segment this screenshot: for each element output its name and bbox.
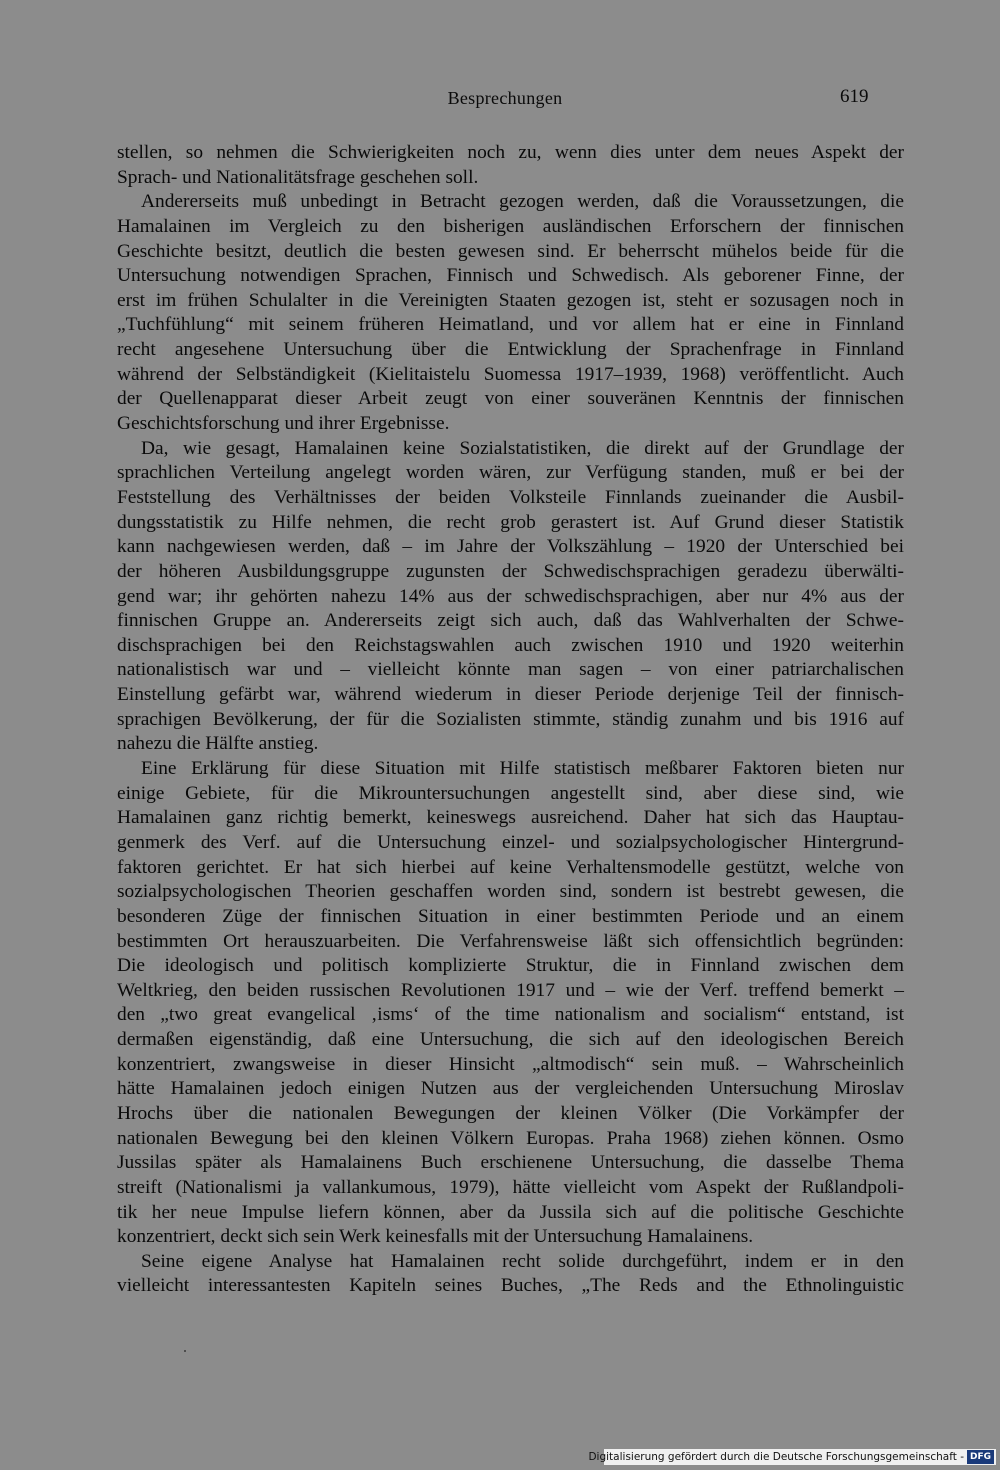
text-line: konzentriert, deckt sich sein Werk keinesfalls mit der Untersuchung Hamalainens. (117, 1226, 754, 1248)
text-line: nahezu die Hälfte anstieg. (117, 733, 319, 755)
text-line: gend war; ihr gehörten nahezu 14% aus der schwedischsprachigen, aber nur 4% aus der (117, 585, 904, 607)
text-line: Andererseits muß unbedingt in Betracht gezogen werden, daß die Voraussetzungen, die (141, 191, 904, 213)
text-line: Seine eigene Analyse hat Hamalainen recht solide durchgeführt, indem er in den (141, 1250, 904, 1272)
text-line: Die ideologisch und politisch komplizierte Struktur, die in Finnland zwischen dem (117, 955, 904, 977)
text-line: Da, wie gesagt, Hamalainen keine Sozialstatistiken, die direkt auf der Grundlage der (141, 437, 904, 459)
text-line: Feststellung des Verhältnisses der beiden Volksteile Finnlands zueinander die Ausbil- (117, 486, 904, 508)
text-line: Hamalainen ganz richtig bemerkt, keineswegs ausreichend. Daher hat sich das Hauptau- (117, 807, 904, 829)
text-line: der Quellenapparat dieser Arbeit zeugt von einer souveränen Kenntnis der finnischen (117, 388, 904, 410)
text-line: kann nachgewiesen werden, daß – im Jahre der Volkszählung – 1920 der Unterschied bei (117, 536, 904, 558)
paragraph (117, 141, 904, 190)
text-line: Eine Erklärung für diese Situation mit Hilfe statistisch meßbarer Faktoren bieten nur (141, 758, 904, 780)
text-line: den „two great evangelical ‚isms‘ of the time nationalism and socialism“ entstand, ist (117, 1004, 904, 1026)
text-line: während der Selbständigkeit (Kielitaistelu Suomessa 1917–1939, 1968) veröffentlicht. Auch (117, 363, 904, 385)
text-line: erst im frühen Schulalter in die Vereinigten Staaten gezogen ist, steht er sozusagen noch in (117, 289, 904, 311)
body-text (117, 141, 904, 1299)
text-line: Hamalainen im Vergleich zu den bisherigen ausländischen Erforschern der finnischen (117, 215, 904, 237)
text-line: finnischen Gruppe an. Andererseits zeigt sich auch, daß das Wahlverhalten der Schwe- (117, 610, 904, 632)
text-line: Weltkrieg, den beiden russischen Revolutionen 1917 und – wie der Verf. treffend bemerkt – (117, 979, 904, 1001)
text-line: Einstellung gefärbt war, während wiederum in dieser Periode derjenige Teil der finnisch- (117, 684, 904, 706)
text-line: Geschichtsforschung und ihrer Ergebnisse. (117, 413, 450, 435)
text-line: bestimmten Ort herauszuarbeiten. Die Verfahrensweise läßt sich offensichtlich begründen: (117, 930, 904, 952)
paragraph (117, 1250, 904, 1299)
text-line: Hrochs über die nationalen Bewegungen der kleinen Völker (Die Vorkämpfer der (117, 1102, 904, 1124)
running-header-title: Besprechungen (447, 88, 563, 108)
text-line: sprachlichen Verteilung angelegt worden wären, zur Verfügung standen, muß er bei der (117, 462, 904, 484)
paragraph (117, 437, 904, 757)
text-line: Sprach- und Nationalitätsfrage geschehen soll. (117, 166, 479, 188)
text-line: sprachigen Bevölkerung, der für die Sozialisten stimmte, ständig zunahm und bis 1916 auf (117, 708, 904, 730)
text-line: „Tuchfühlung“ mit seinem früheren Heimatland, und vor allem hat er eine in Finnland (117, 314, 904, 336)
text-line: Untersuchung notwendigen Sprachen, Finnisch und Schwedisch. Als geborener Finne, der (117, 265, 904, 287)
text-line: Jussilas später als Hamalainens Buch erschienene Untersuchung, die dasselbe Thema (117, 1152, 904, 1174)
paragraph (117, 757, 904, 1250)
digitization-footer (588, 1449, 996, 1465)
text-line: nationalistisch war und – vielleicht könnte man sagen – von einer patriarchalischen (117, 659, 904, 681)
text-line: hätte Hamalainen jedoch einigen Nutzen aus der vergleichenden Untersuchung Miroslav (117, 1078, 904, 1100)
text-line: nationalen Bewegung bei den kleinen Völkern Europas. Praha 1968) ziehen können. Osmo (117, 1127, 904, 1149)
text-line: dischsprachigen bei den Reichstagswahlen auch zwischen 1910 und 1920 weiterhin (117, 634, 904, 656)
text-line: streift (Nationalismi ja vallankumous, 1979), hätte vielleicht vom Aspekt der Rußlandpoli- (117, 1176, 904, 1198)
text-line: faktoren gerichtet. Er hat sich hierbei auf keine Verhaltensmodelle gestützt, welche von (117, 856, 904, 878)
text-line: einige Gebiete, für die Mikrountersuchungen angestellt sind, aber diese sind, wie (117, 782, 904, 804)
page-number: 619 (840, 86, 869, 107)
text-line: tik her neue Impulse liefern können, aber da Jussila sich auf die politische Geschichte (117, 1201, 904, 1223)
text-line: besonderen Züge der finnischen Situation in einer bestimmten Periode und an einem (117, 905, 904, 927)
text-line: genmerk des Verf. auf die Untersuchung einzel- und sozialpsychologischer Hintergrund- (117, 831, 904, 853)
text-line: konzentriert, zwangsweise in dieser Hinsicht „altmodisch“ sein muß. – Wahrscheinlich (117, 1053, 904, 1075)
text-line: dermaßen eigenständig, daß eine Untersuchung, die sich auf den ideologischen Bereich (117, 1029, 904, 1051)
scan-speck (184, 1350, 186, 1352)
text-line: stellen, so nehmen die Schwierigkeiten noch zu, wenn dies unter dem neues Aspekt der (117, 142, 904, 163)
text-line: der höheren Ausbildungsgruppe zugunsten der Schwedischsprachigen geradezu überwälti- (117, 560, 904, 582)
text-line: recht angesehene Untersuchung über die Entwicklung der Sprachenfrage in Finnland (117, 339, 904, 361)
text-line: sozialpsychologischen Theorien geschaffen worden sind, sondern ist bestrebt gewesen, die (117, 881, 904, 903)
paragraph (117, 190, 904, 436)
text-line: Geschichte besitzt, deutlich die besten gewesen sind. Er beherrscht mühelos beide für die (117, 240, 904, 262)
text-line: dungsstatistik zu Hilfe nehmen, die recht grob gerastert ist. Auf Grund dieser Statistik (117, 511, 904, 533)
footer-credit-text: Digitalisierung gefördert durch die Deutsche Forschungsgemeinschaft - (588, 1451, 964, 1463)
dfg-logo: DFG (967, 1450, 994, 1464)
text-line: vielleicht interessantesten Kapiteln seines Buches, „The Reds and the Ethnolinguistic (117, 1275, 904, 1297)
